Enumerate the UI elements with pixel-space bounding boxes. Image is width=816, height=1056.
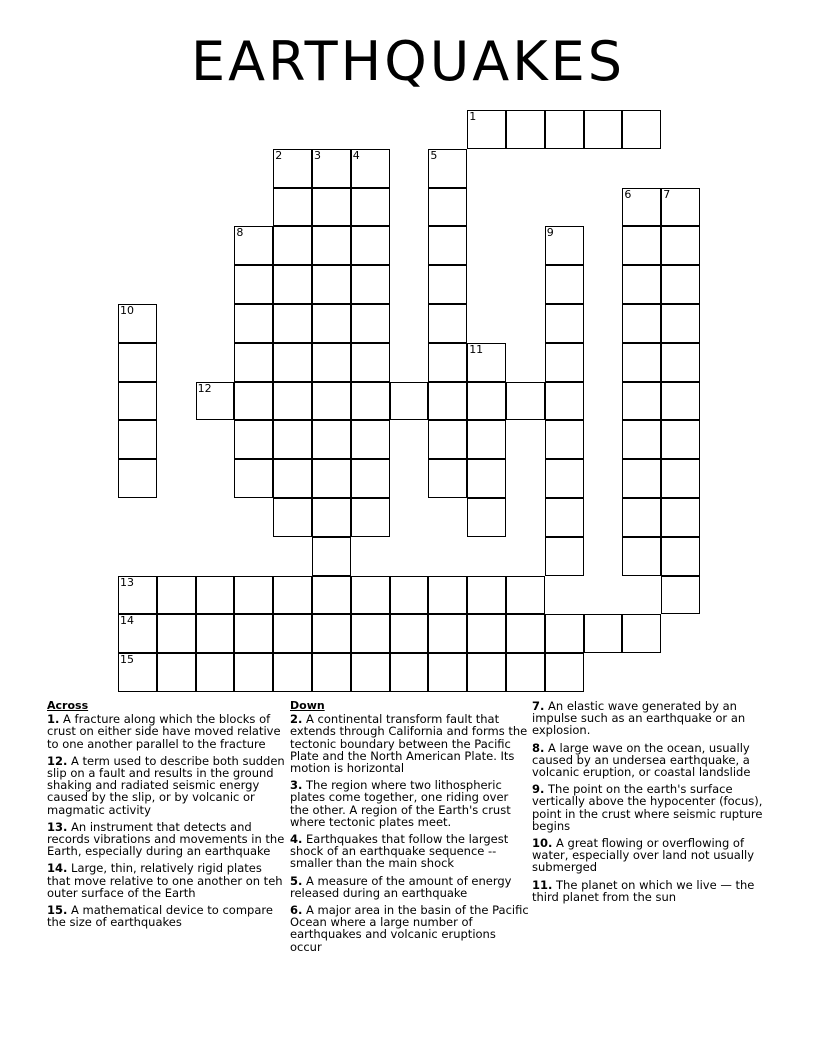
grid-cell[interactable] [390,614,429,653]
clue-item-text: The region where two lithospheric plates come together, one riding over the other. A region of the Earth's crust where tectonic plates meet. [290,778,511,829]
grid-cell[interactable] [428,304,467,343]
grid-cell[interactable] [545,304,584,343]
grid-cell[interactable] [234,304,273,343]
clue-item-text: A large wave on the ocean, usually caused by an undersea earthquake, a volcanic eruption, or coastal landslide [532,740,751,780]
clue-number: 8 [236,226,244,240]
clue-item-number: 11. [532,877,553,892]
grid-cell[interactable] [428,420,467,459]
grid-cell[interactable] [234,382,273,421]
grid-cell[interactable] [545,420,584,459]
clue-item-number: 14. [47,861,68,876]
grid-cell[interactable] [428,149,467,188]
grid-cell[interactable] [351,459,390,498]
grid-cell[interactable] [312,576,351,615]
clue-item [290,875,530,899]
grid-cell[interactable] [273,149,312,188]
clue-item [532,700,772,737]
grid-cell[interactable] [622,382,661,421]
clue-number: 6 [624,187,632,201]
grid-cell[interactable] [312,149,351,188]
grid-cell[interactable] [428,343,467,382]
puzzle-title: EARTHQUAKES [190,30,626,93]
clue-item-text: A measure of the amount of energy released during an earthquake [290,873,512,900]
clue-number: 11 [469,342,484,356]
grid-cell[interactable] [545,110,584,149]
grid-cell[interactable] [196,614,235,653]
grid-cell[interactable] [351,226,390,265]
clue-item-text: A term used to describe both sudden slip on a fault and results in the ground shaking and radiated seismic energy caused by the slip, or by volcanic or magmatic activity [47,753,285,817]
clue-number: 9 [546,226,554,240]
grid-cell[interactable] [661,226,700,265]
grid-cell[interactable] [661,265,700,304]
grid-cell[interactable] [157,614,196,653]
grid-cell[interactable] [467,420,506,459]
grid-cell[interactable] [118,459,157,498]
grid-cell[interactable] [351,498,390,537]
clue-item-text: An instrument that detects and records vibrations and movements in the Earth, especially during an earthquake [47,819,285,859]
clue-item [532,742,772,779]
grid-cell[interactable] [545,343,584,382]
clue-item-number: 10. [532,836,553,851]
grid-cell[interactable] [351,304,390,343]
clue-number: 10 [120,304,134,317]
grid-cell[interactable] [273,304,312,343]
grid-cell[interactable] [273,226,312,265]
clue-item-text: A fracture along which the blocks of crust on either side have moved relative to one another parallel to the fracture [47,712,281,751]
clue-number: 13 [120,575,134,589]
grid-cell[interactable] [234,226,273,265]
grid-cell[interactable] [622,265,661,304]
down-clues-continued [532,700,772,908]
clue-item-text: A continental transform fault that extends through California and forms the tectonic boundary between the Pacific Plate and the North American Plate. Its motion is horizontal [290,712,528,776]
grid-cell[interactable] [428,382,467,421]
clue-number: 12 [197,381,212,395]
grid-cell[interactable] [622,498,661,537]
clue-item-number: 2. [290,712,303,727]
grid-cell[interactable] [351,343,390,382]
grid-cell[interactable] [312,226,351,265]
grid-cell[interactable] [661,420,700,459]
clue-number: 3 [314,148,321,162]
grid-cell[interactable] [428,576,467,615]
clue-item-number: 3. [290,778,303,793]
down-clues [290,700,530,958]
grid-cell[interactable] [273,265,312,304]
grid-cell[interactable] [118,343,157,382]
clue-item-text: An elastic wave generated by an impulse such as an earthquake or an explosion. [532,699,746,738]
grid-cell[interactable] [545,459,584,498]
clue-item [532,879,772,903]
grid-cell[interactable] [273,576,312,615]
grid-cell[interactable] [390,576,429,615]
grid-cell[interactable] [390,382,429,421]
grid-cell[interactable] [545,614,584,653]
grid-cell[interactable] [312,459,351,498]
grid-cell[interactable] [312,653,351,692]
clue-number: 5 [430,148,438,162]
grid-cell[interactable] [622,304,661,343]
grid-cell[interactable] [234,653,273,692]
grid-cell[interactable] [234,420,273,459]
grid-cell[interactable] [351,614,390,653]
grid-cell[interactable] [351,420,390,459]
grid-cell[interactable] [118,576,157,615]
grid-cell[interactable] [467,653,506,692]
grid-cell[interactable] [622,459,661,498]
clue-number: 7 [663,187,671,201]
grid-cell[interactable] [273,188,312,227]
grid-cell[interactable] [545,537,584,576]
grid-cell[interactable] [622,188,661,227]
grid-cell[interactable] [506,110,545,149]
grid-cell[interactable] [234,265,273,304]
grid-cell[interactable] [351,576,390,615]
grid-cell[interactable] [273,498,312,537]
grid-cell[interactable] [467,498,506,537]
clue-item-number: 4. [290,832,303,847]
grid-cell[interactable] [273,420,312,459]
grid-cell[interactable] [506,653,545,692]
grid-cell[interactable] [506,382,545,421]
grid-cell[interactable] [467,382,506,421]
clue-number: 2 [275,148,283,162]
across-heading: Across [47,699,89,712]
clue-item [290,779,530,828]
clue-item [47,862,287,899]
grid-cell[interactable] [351,265,390,304]
grid-cell[interactable] [157,576,196,615]
grid-cell[interactable] [622,226,661,265]
grid-cell[interactable] [118,420,157,459]
clue-item-number: 12. [47,753,68,768]
grid-cell[interactable] [506,576,545,615]
grid-cell[interactable] [196,576,235,615]
down-list-2 [532,700,772,903]
clue-item-text: Large, thin, relatively rigid plates that move relative to one another on teh outer surface of the Earth [47,861,283,900]
grid-cell[interactable] [351,188,390,227]
clue-item-number: 5. [290,873,303,888]
grid-cell[interactable] [545,653,584,692]
down-list-1 [290,713,530,953]
clue-item [47,755,287,816]
grid-cell[interactable] [584,614,623,653]
clue-item [47,821,287,858]
grid-cell[interactable] [467,614,506,653]
grid-cell[interactable] [545,265,584,304]
across-list [47,713,287,928]
grid-cell[interactable] [661,382,700,421]
clue-item [47,713,287,750]
grid-cell[interactable] [312,188,351,227]
clue-item-number: 9. [532,782,545,797]
grid-cell[interactable] [428,653,467,692]
grid-cell[interactable] [467,110,506,149]
clue-item-text: The planet on which we live — the third planet from the sun [532,877,755,904]
grid-cell[interactable] [157,653,196,692]
grid-cell[interactable] [506,614,545,653]
grid-cell[interactable] [661,498,700,537]
grid-cell[interactable] [312,265,351,304]
clue-item [290,713,530,774]
grid-cell[interactable] [312,498,351,537]
grid-cell[interactable] [428,614,467,653]
grid-cell[interactable] [273,614,312,653]
clue-item-text: Earthquakes that follow the largest shock of an earthquake sequence -- smaller than the main shock [290,832,509,871]
grid-cell[interactable] [390,653,429,692]
grid-cell[interactable] [467,576,506,615]
grid-cell[interactable] [234,576,273,615]
grid-cell[interactable] [312,382,351,421]
grid-cell[interactable] [661,343,700,382]
grid-cell[interactable] [351,382,390,421]
grid-cell[interactable] [545,226,584,265]
clue-item [290,833,530,870]
clue-number: 1 [469,110,477,123]
grid-cell[interactable] [118,653,157,692]
grid-cell[interactable] [234,614,273,653]
clue-item-number: 13. [47,819,68,834]
down-heading: Down [290,699,325,712]
grid-cell[interactable] [622,420,661,459]
grid-cell[interactable] [428,226,467,265]
grid-cell[interactable] [428,188,467,227]
grid-cell[interactable] [584,110,623,149]
grid-cell[interactable] [545,498,584,537]
clue-item-text: A great flowing or overflowing of water, especially over land not usually submerged [532,836,755,875]
clue-item [290,904,530,953]
clue-item-number: 1. [47,712,60,727]
clue-item-text: The point on the earth's surface vertically above the hypocenter (focus), point in the crust where seismic rupture begins [532,782,763,833]
grid-cell[interactable] [428,459,467,498]
grid-cell[interactable] [312,343,351,382]
grid-cell[interactable] [622,614,661,653]
grid-cell[interactable] [273,343,312,382]
clue-item-text: A major area in the basin of the Pacific Ocean where a large number of earthquakes and volcanic eruptions occur [290,903,529,954]
clue-item-number: 6. [290,903,303,918]
clue-item [532,837,772,874]
grid-cell[interactable] [661,537,700,576]
grid-cell[interactable] [622,537,661,576]
clue-item [47,904,287,928]
grid-cell[interactable] [234,343,273,382]
grid-cell[interactable] [312,304,351,343]
grid-cell[interactable] [622,110,661,149]
grid-cell[interactable] [273,653,312,692]
grid-cell[interactable] [196,653,235,692]
grid-cell[interactable] [312,614,351,653]
grid-cell[interactable] [661,459,700,498]
grid-cell[interactable] [661,576,700,615]
clue-item-number: 15. [47,903,68,918]
grid-cell[interactable] [234,459,273,498]
grid-cell[interactable] [118,382,157,421]
grid-cell[interactable] [661,188,700,227]
clue-number: 4 [352,148,360,162]
grid-cell[interactable] [351,653,390,692]
grid-cell[interactable] [196,382,235,421]
clue-item-number: 8. [532,740,545,755]
grid-cell[interactable] [312,537,351,576]
clue-item-number: 7. [532,699,545,713]
grid-cell[interactable] [273,382,312,421]
clue-number: 15 [120,653,134,667]
grid-cell[interactable] [467,343,506,382]
clue-number: 14 [120,614,134,628]
grid-cell[interactable] [312,420,351,459]
grid-cell[interactable] [661,304,700,343]
grid-cell[interactable] [118,304,157,343]
grid-cell[interactable] [467,459,506,498]
grid-cell[interactable] [428,265,467,304]
grid-cell[interactable] [118,614,157,653]
across-clues [47,700,287,933]
grid-cell[interactable] [351,149,390,188]
clue-item [532,783,772,832]
grid-cell[interactable] [273,459,312,498]
clue-item-text: A mathematical device to compare the size of earthquakes [47,903,273,930]
grid-cell[interactable] [545,382,584,421]
grid-cell[interactable] [622,343,661,382]
